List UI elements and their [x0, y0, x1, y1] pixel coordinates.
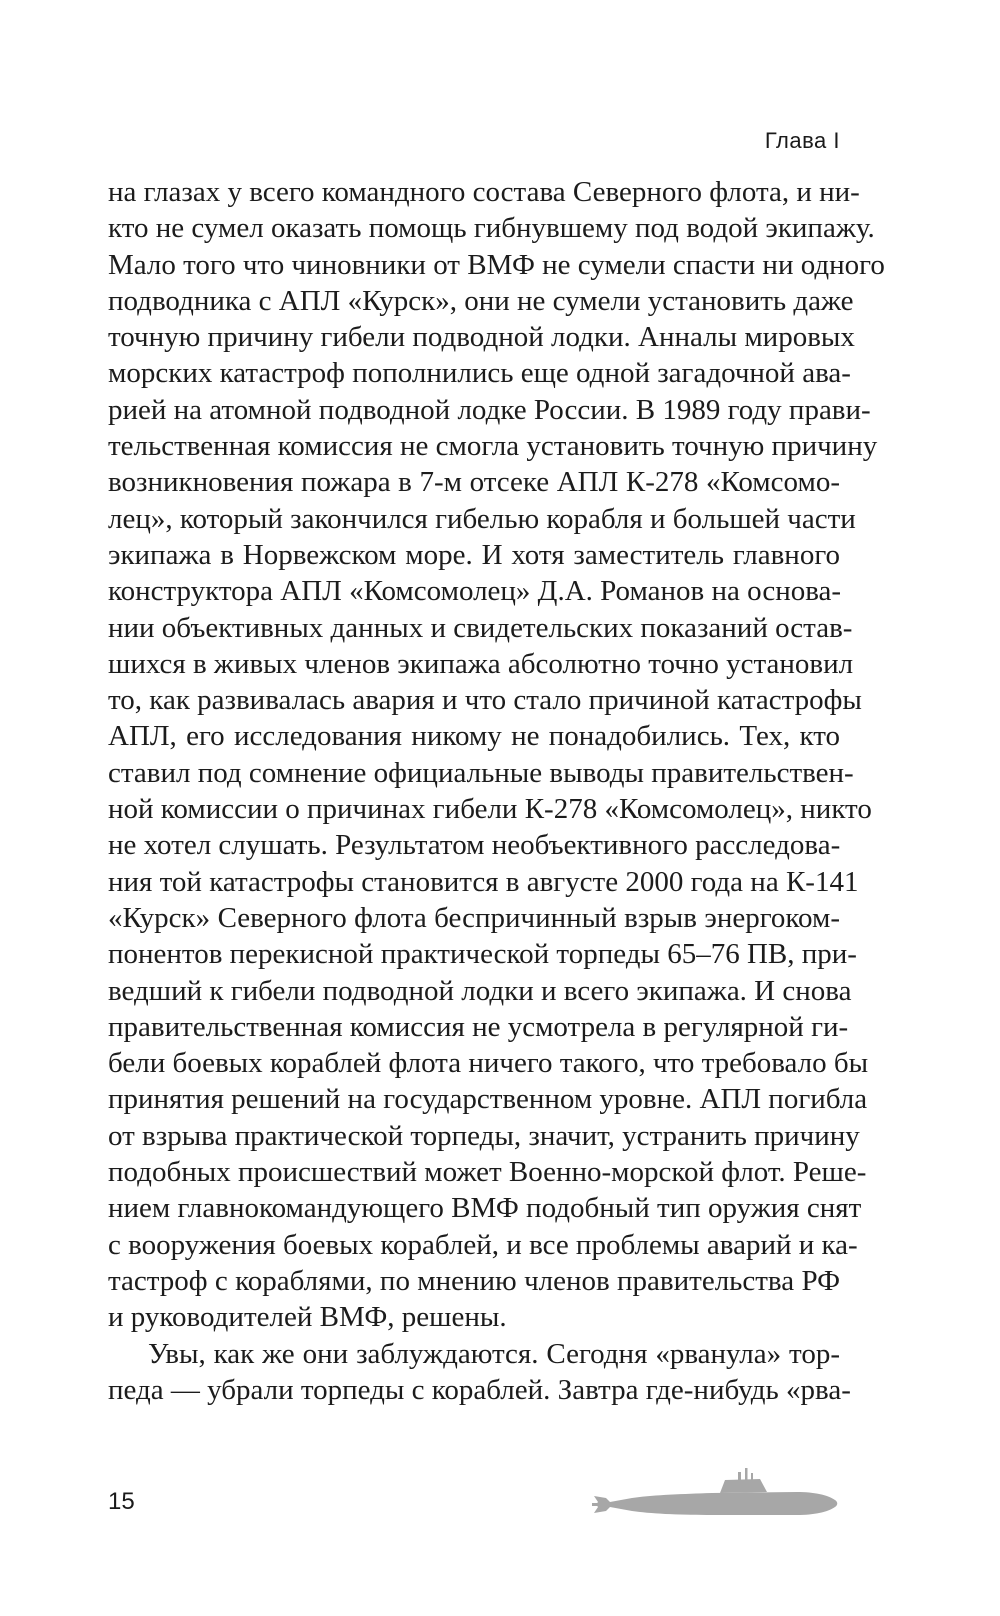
body-text: [108, 174, 885, 1408]
text-line: ной комиссии о причинах гибели К-278 «Комсомолец», никто: [108, 793, 872, 826]
text-line: АПЛ, его исследования никому не понадобились. Тех, кто: [108, 720, 840, 753]
paragraph-1: [108, 174, 885, 1336]
text-line: экипажа в Норвежском море. И хотя заместитель главного: [108, 538, 840, 571]
text-line: рией на атомной подводной лодке России. В 1989 году прави-: [108, 393, 871, 426]
text-line: Мало того что чиновники от ВМФ не сумели спасти ни одного: [108, 248, 885, 281]
text-line: ния той катастрофы становится в августе 2000 года на К-141: [108, 865, 859, 898]
text-line: тельственная комиссия не смогла установить точную причину: [108, 430, 878, 463]
text-line: правительственная комиссия не усмотрела в регулярной ги-: [108, 1010, 849, 1043]
paragraph-2: [108, 1336, 851, 1409]
text-line: морских катастроф пополнились еще одной загадочной ава-: [108, 357, 851, 390]
text-line: тастроф с кораблями, по мнению членов правительства РФ: [108, 1264, 840, 1297]
text-line: возникновения пожара в 7-м отсеке АПЛ К-278 «Комсомо-: [108, 466, 840, 499]
text-line: конструктора АПЛ «Комсомолец» Д.А. Романов на основа-: [108, 575, 842, 608]
text-line: ставил под сомнение официальные выводы правительствен-: [108, 756, 854, 789]
submarine-shape: [592, 1468, 837, 1515]
text-line: «Курск» Северного флота беспричинный взрыв энергоком-: [108, 901, 840, 934]
text-line: ведший к гибели подводной лодки и всего экипажа. И снова: [108, 974, 852, 1007]
text-line: кто не сумел оказать помощь гибнувшему под водой экипажу.: [108, 212, 875, 245]
text-line: лец», который закончился гибелью корабля и большей части: [108, 502, 856, 535]
text-line: точную причину гибели подводной лодки. Анналы мировых: [108, 321, 855, 354]
text-line: на глазах у всего командного состава Северного флота, и ни-: [108, 176, 860, 208]
text-line: бели боевых кораблей флота ничего такого, что требовало бы: [108, 1047, 869, 1080]
submarine-silhouette-icon: [592, 1458, 842, 1528]
text-line: понентов перекисной практической торпеды 65–76 ПВ, при-: [108, 938, 857, 971]
text-line: принятия решений на государственном уровне. АПЛ погибла: [108, 1083, 868, 1116]
text-line: не хотел слушать. Результатом необъективного расследова-: [108, 829, 841, 862]
running-head-chapter: Глава I: [764, 128, 840, 153]
text-line: шихся в живых членов экипажа абсолютно точно установил: [108, 647, 854, 680]
text-line: Увы, как же они заблуждаются. Сегодня «рванула» тор-: [148, 1337, 840, 1370]
text-line: подобных происшествий может Военно-морской флот. Реше-: [108, 1156, 867, 1189]
text-line: от взрыва практической торпеды, значит, устранить причину: [108, 1119, 860, 1152]
text-line: педа — убрали торпеды с кораблей. Завтра где-нибудь «рва-: [108, 1373, 851, 1406]
text-line: и руководителей ВМФ, решены.: [108, 1301, 507, 1334]
text-line: нии объективных данных и свидетельских показаний остав-: [108, 611, 853, 644]
text-line: с вооружения боевых кораблей, и все проблемы аварий и ка-: [108, 1228, 858, 1261]
text-line: подводника с АПЛ «Курск», они не сумели установить даже: [108, 284, 854, 317]
page-number: 15: [108, 1488, 135, 1515]
text-line: нием главнокомандующего ВМФ подобный тип оружия снят: [108, 1192, 862, 1225]
text-line: то, как развивалась авария и что стало причиной катастрофы: [108, 684, 862, 717]
